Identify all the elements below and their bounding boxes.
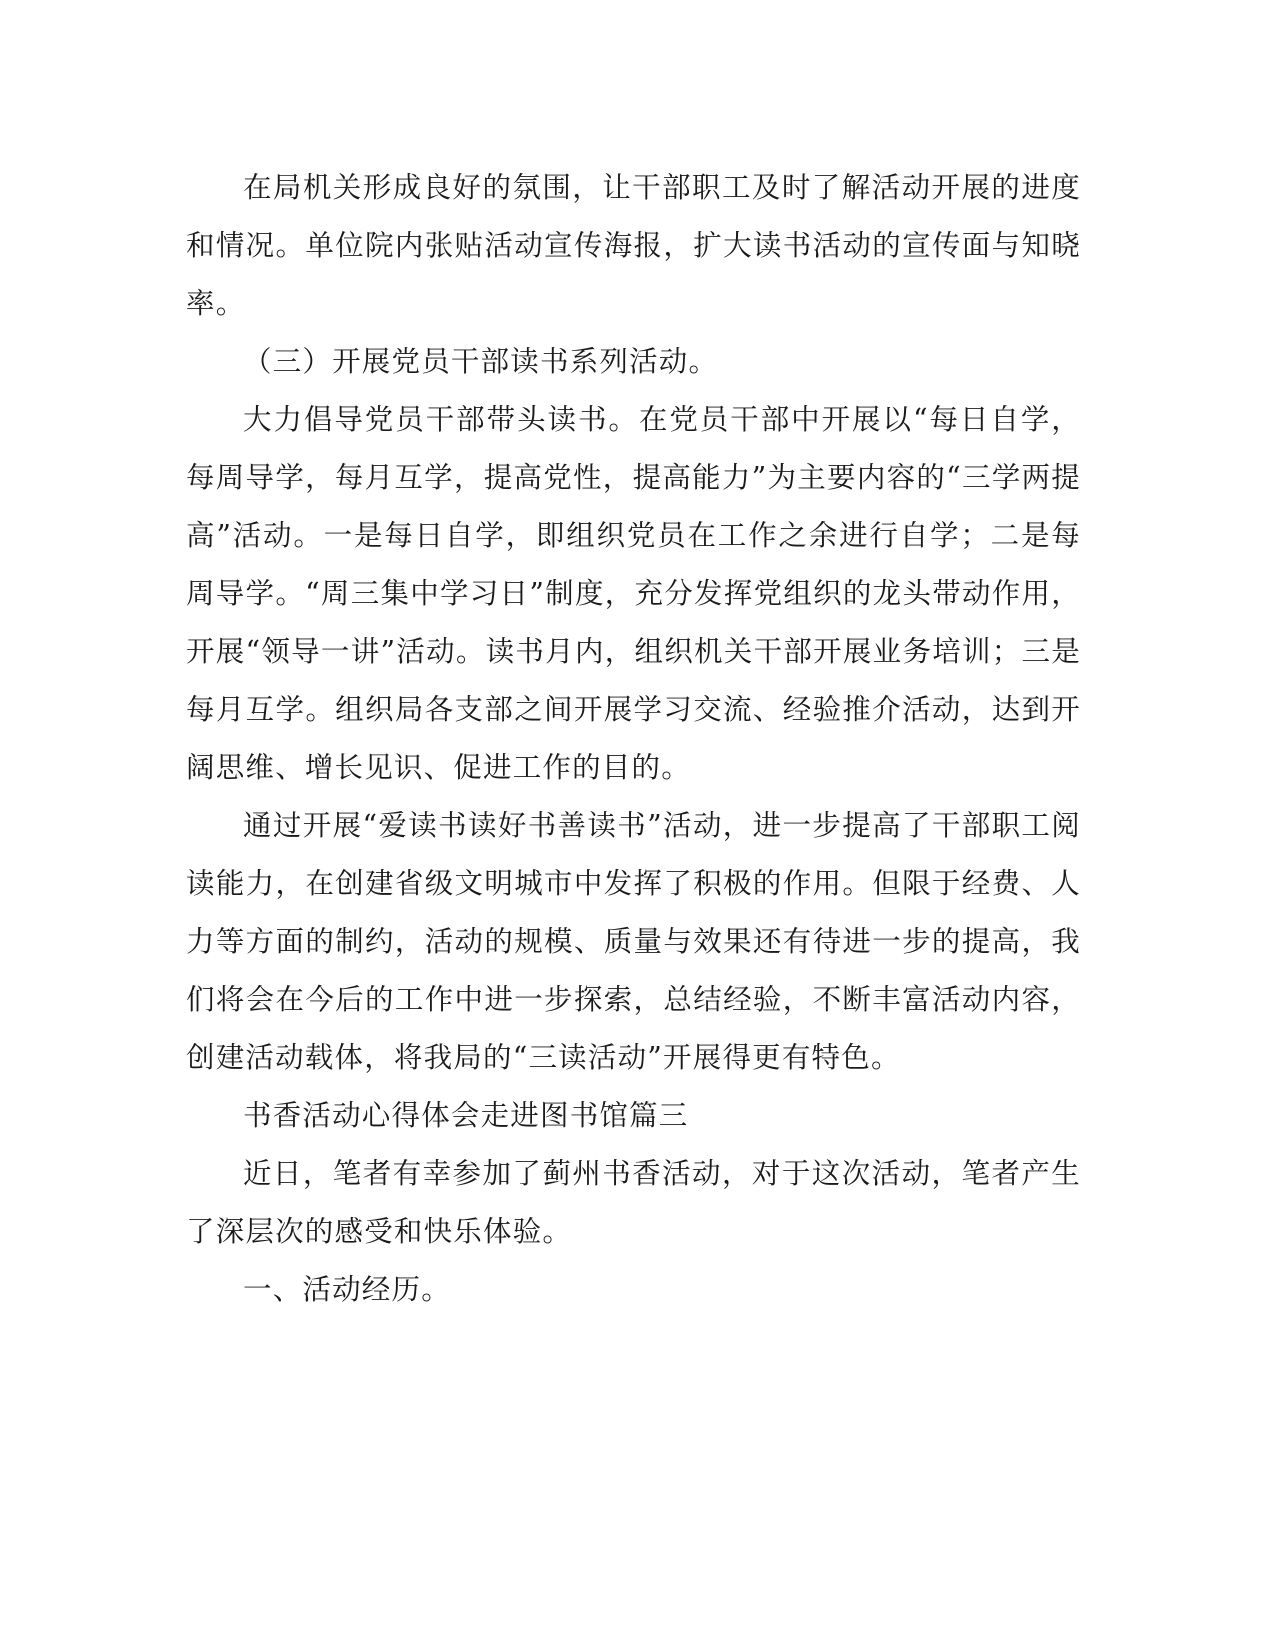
section-heading-three: （三）开展党员干部读书系列活动。: [243, 345, 719, 378]
paragraph-summary: 通过开展“爱读书读好书善读书”活动，进一步提高了干部职工阅读能力，在创建省级文明城市中发挥了积极的作用。但限于经费、人力等方面的制约，活动的规模、质量与效果还有待进一步的提高，我们将会在今后的工作中进一步探索，总结经验，不断丰富活动内容，创建活动载体，将我局的“三读活动”开展得更有特色。: [186, 809, 1081, 1074]
article-title-part-three: 书香活动心得体会走进图书馆篇三: [243, 1099, 689, 1132]
paragraph-party-reading: 大力倡导党员干部带头读书。在党员干部中开展以“每日自学，每周导学，每月互学，提高党性，提高能力”为主要内容的“三学两提高”活动。一是每日自学，即组织党员在工作之余进行自学；二是每周导学。“周三集中学习日”制度，充分发挥党组织的龙头带动作用，开展“领导一讲”活动。读书月内，组织机关干部开展业务培训；三是每月互学。组织局各支部之间开展学习交流、经验推介活动，达到开阔思维、增长见识、促进工作的目的。: [186, 403, 1081, 784]
section-heading-one: 一、活动经历。: [243, 1273, 451, 1306]
document-body: [186, 159, 1081, 1319]
paragraph-intro: 近日，笔者有幸参加了蓟州书香活动，对于这次活动，笔者产生了深层次的感受和快乐体验。: [186, 1157, 1081, 1248]
paragraph-atmosphere: 在局机关形成良好的氛围，让干部职工及时了解活动开展的进度和情况。单位院内张贴活动宣传海报，扩大读书活动的宣传面与知晓率。: [186, 171, 1081, 320]
